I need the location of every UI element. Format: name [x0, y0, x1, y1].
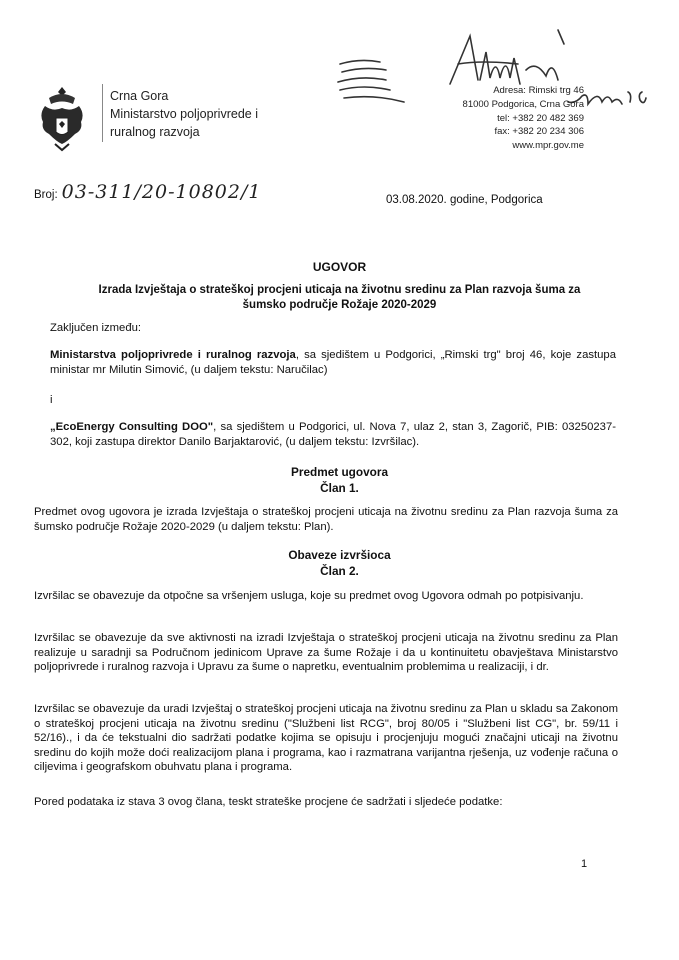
- coat-of-arms-icon: [37, 84, 87, 154]
- section-heading: Obaveze izvršioca Član 2.: [288, 548, 391, 578]
- party-1: Ministarstva poljoprivrede i ruralnog razvoja, sa sjedištem u Podgorici, „Rimski trg" broj 46, koje zastupa ministar mr Milutin Simović, (u daljem tekstu: Naručilac): [50, 349, 616, 376]
- reference-label: Broj:: [34, 189, 58, 201]
- section-heading: Predmet ugovora Član 1.: [290, 465, 389, 495]
- ministry-address: Adresa: Rimski trg 46 81000 Podgorica, Crna Gora tel: +382 20 482 369 fax: +382 20 234 306 www.mpr.gov.me: [462, 85, 584, 152]
- article-paragraph: Izvršilac se obavezuje da uradi Izvještaj o strateškoj procjeni uticaja na životnu sredinu za Plan u skladu sa Zakonom o strateškoj procjeni uticaja na životnu sredinu ("Službeni list RCG", broj 80/05 i "Službeni list CG", br. 59/11 i 52/16)., i da će tekstualni dio sadržati podatke kojima se opisuju i procjenjuju mogući značajni uticaji na životnu sredinu do kojih može doći realizacijom plana i programa, kao i razmatrana varijantna rješenja, uz vođenje računa o ciljevima i geografskom obuhvatu plana i programa.: [34, 703, 618, 773]
- article-paragraph: Pored podataka iz stava 3 ovog člana, teskt strateške procjene će sadržati i sljedeće podatke:: [34, 796, 503, 808]
- contract-title: UGOVOR: [312, 260, 367, 274]
- page-number: 1: [581, 858, 588, 870]
- reference-number: [34, 181, 261, 203]
- contract-subject: Izrada Izvještaja o strateškoj procjeni uticaja na životnu sredinu za Plan razvoja šuma za šumsko područje Rožaje 2020-2029: [98, 284, 581, 311]
- ministry-name: Crna Gora Ministarstvo poljoprivrede i ruralnog razvoja: [110, 89, 258, 139]
- article-paragraph: Izvršilac se obavezuje da otpočne sa vršenjem usluga, koje su predmet ovog Ugovora odmah po potpisivanju.: [34, 590, 584, 602]
- concluded-between: Zaključen između:: [50, 322, 142, 334]
- document-date: 03.08.2020. godine, Podgorica: [386, 194, 543, 206]
- article-paragraph: Predmet ovog ugovora je izrada Izvještaja o strateškoj procjeni uticaja na životnu sredinu za Plan razvoja šuma za šumsko područje Rožaje 2020-2029 (u daljem tekstu: Plan).: [34, 506, 618, 533]
- and-conjunction: i: [50, 394, 53, 406]
- article-paragraph: Izvršilac se obavezuje da sve aktivnosti na izradi Izvještaja o strateškoj procjeni uticaja na životnu sredinu za Plan realizuje u saradnji sa Područnom jedinicom Uprave za šume Rožaje i da u kontinuitetu obavještava Ministarstvo poljoprivrede i ruralnog razvoja i Upravu za šume o napretku, eventualnim problemima u realizaciji, i dr.: [34, 632, 618, 673]
- header-divider: [102, 84, 103, 142]
- party-2: „EcoEnergy Consulting DOO", sa sjedištem u Podgorici, ul. Nova 7, ulaz 2, stan 3, Zagorič, PIB: 03250237-302, koji zastupa direktor Danilo Barjaktarović, (u daljem tekstu: Izvršilac).: [50, 421, 616, 448]
- reference-handwritten-number: 03-311/20-10802/1: [61, 181, 262, 203]
